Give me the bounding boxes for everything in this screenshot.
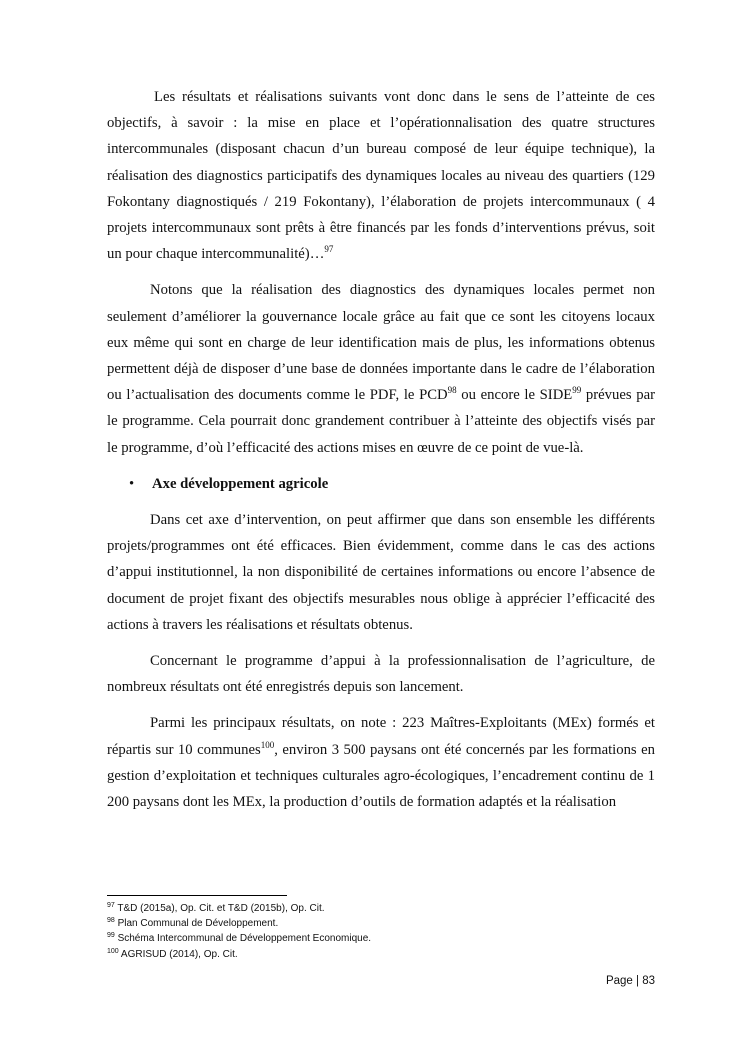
page-number: Page | 83 <box>605 975 655 987</box>
footnote-text: AGRISUD (2014), Op. Cit. <box>120 948 238 960</box>
paragraph-results <box>107 84 655 267</box>
paragraph-main-results-text-2: , environ 3 500 paysans ont été concernés par les formations en gestion d’exploitation et techniques culturales agro-écologiques, l’encadrement continu de 1 200 paysans dont les MEx, la production d’outils de formation adaptés et la réalisation <box>107 741 655 811</box>
bullet-heading-agriculture <box>107 471 655 497</box>
paragraph-diagnostics-text-1: Notons que la réalisation des diagnostics des dynamiques locales permet non seulement d’améliorer la gouvernance locale grâce au fait que ce sont les citoyens locaux eux même qui sont en charge de leur identification mais de plus, les informations obtenus permettent déjà de disposer d’une base de données importante dans le cadre de l’élaboration ou l’actualisation des documents comme le PDF, le PCD <box>107 282 655 404</box>
footnote-divider <box>107 895 287 896</box>
paragraph-main-results-text-1: Parmi les principaux résultats, on note : 223 Maîtres-Exploitants (MEx) formés et répartis sur 10 communes <box>107 715 655 758</box>
footnote-number: 97 <box>107 902 115 909</box>
bullet-icon: • <box>129 475 135 492</box>
footnote-ref-99[interactable]: 99 <box>572 385 582 396</box>
footnote-ref-98[interactable]: 98 <box>447 385 457 396</box>
footnote-text: Plan Communal de Développement. <box>117 918 279 930</box>
paragraph-main-results <box>107 710 655 815</box>
paragraph-program: Concernant le programme d’appui à la professionnalisation de l’agriculture, de nombreux résultats ont été enregistrés depuis son lancement. <box>107 653 655 696</box>
footnotes <box>107 901 655 962</box>
paragraph-results-text: Les résultats et réalisations suivants vont donc dans le sens de l’atteinte de ces objectifs, à savoir : la mise en place et l’opérationnalisation des quatre structures intercommunales (disposant chacun d’un bureau composé de leur équipe technique), la réalisation des diagnostics participatifs des dynamiques locales au niveau des quartiers (129 Fokontany diagnostiqués / 219 Fokontany), l’élaboration de projets intercommunaux ( 4 projets intercommunaux sont prêts à être financés par les fonds d’interventions prévus, soit un pour chaque intercommunalité)… <box>107 89 655 263</box>
footnote-97 <box>107 901 655 916</box>
footnote-text: Schéma Intercommunal de Développement Economique. <box>117 933 372 945</box>
paragraph-diagnostics <box>107 277 655 460</box>
paragraph-diagnostics-text-2: ou encore le SIDE <box>456 387 573 404</box>
body-text <box>107 84 655 815</box>
footnote-ref-97[interactable]: 97 <box>324 244 334 255</box>
footnote-text: T&D (2015a), Op. Cit. et T&D (2015b), Op. Cit. <box>117 903 325 914</box>
footnote-ref-100[interactable]: 100 <box>260 739 275 750</box>
footnote-number: 99 <box>107 932 115 940</box>
footnote-100 <box>107 947 655 962</box>
footnote-number: 100 <box>107 947 119 955</box>
footnote-98 <box>107 916 655 931</box>
paragraph-diagnostics-text-3: prévues par le programme. Cela pourrait donc grandement contribuer à l’atteinte des objectifs visés par le programme, d’où l’efficacité des actions mises en œuvre de ce point de vue-là. <box>107 387 655 456</box>
footnote-number: 98 <box>107 917 115 925</box>
footnote-99 <box>107 931 655 946</box>
paragraph-axis: Dans cet axe d’intervention, on peut affirmer que dans son ensemble les différents projets/programmes ont été efficaces. Bien évidemment, comme dans le cas des actions d’appui institutionnel, la non disponibilité de certaines informations ou encore l’absence de document de projet fixant des objectifs mesurables nous oblige à apprécier l’efficacité des actions à travers les réalisations et résultats obtenus. <box>107 512 655 633</box>
bullet-heading-text: Axe développement agricole <box>152 475 329 492</box>
